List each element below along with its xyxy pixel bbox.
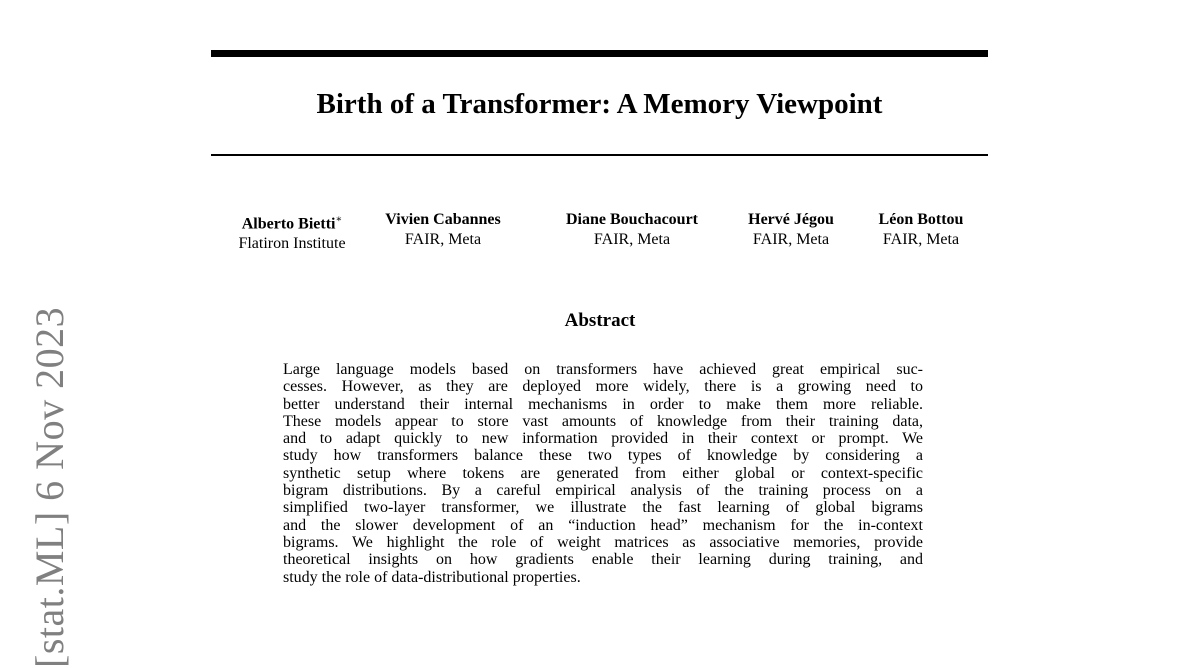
abstract-line: Large language models based on transformers have achieved great empirical suc- xyxy=(283,361,923,378)
author: Léon Bottou FAIR, Meta xyxy=(878,211,964,248)
abstract-line: study the role of data-distributional properties. xyxy=(283,568,581,586)
author: Vivien Cabannes FAIR, Meta xyxy=(385,211,501,248)
author: Diane Bouchacourt FAIR, Meta xyxy=(566,211,698,248)
abstract-line: theoretical insights on how gradients enable their learning during training, and xyxy=(283,551,923,569)
author: Hervé Jégou FAIR, Meta xyxy=(748,211,834,248)
abstract-line: cesses. However, as they are deployed more widely, there is a growing need to xyxy=(283,378,923,396)
abstract-heading: Abstract xyxy=(564,310,636,331)
abstract-line: synthetic setup where tokens are generated from either global or context-specific xyxy=(283,464,923,482)
abstract-line: and the slower development of an “induction head” mechanism for the in-context xyxy=(283,516,923,534)
abstract-line: These models appear to store vast amounts of knowledge from their training data, xyxy=(283,412,923,430)
author-list xyxy=(0,210,1200,260)
paper-title: Birth of a Transformer: A Memory Viewpoint xyxy=(316,88,883,120)
abstract-line: study how transformers balance these two types of knowledge by considering a xyxy=(283,447,923,465)
abstract-line: bigram distributions. By a careful empirical analysis of the training process on a xyxy=(283,482,923,500)
author: Alberto Bietti∗ Flatiron Institute xyxy=(238,214,346,253)
abstract-line: bigrams. We highlight the role of weight matrices as associative memories, provide xyxy=(283,533,923,551)
abstract-line: better understand their internal mechanisms in order to make them more reliable. xyxy=(283,395,923,413)
title-rule xyxy=(211,154,988,156)
arxiv-stamp: [stat.ML] 6 Nov 2023 xyxy=(27,306,72,668)
abstract-body xyxy=(283,361,923,586)
abstract-line: and to adapt quickly to new information provided in their context or prompt. We xyxy=(283,430,923,448)
top-rule xyxy=(211,50,988,57)
abstract-line: simplified two-layer transformer, we illustrate the fast learning of global bigrams xyxy=(283,499,923,517)
